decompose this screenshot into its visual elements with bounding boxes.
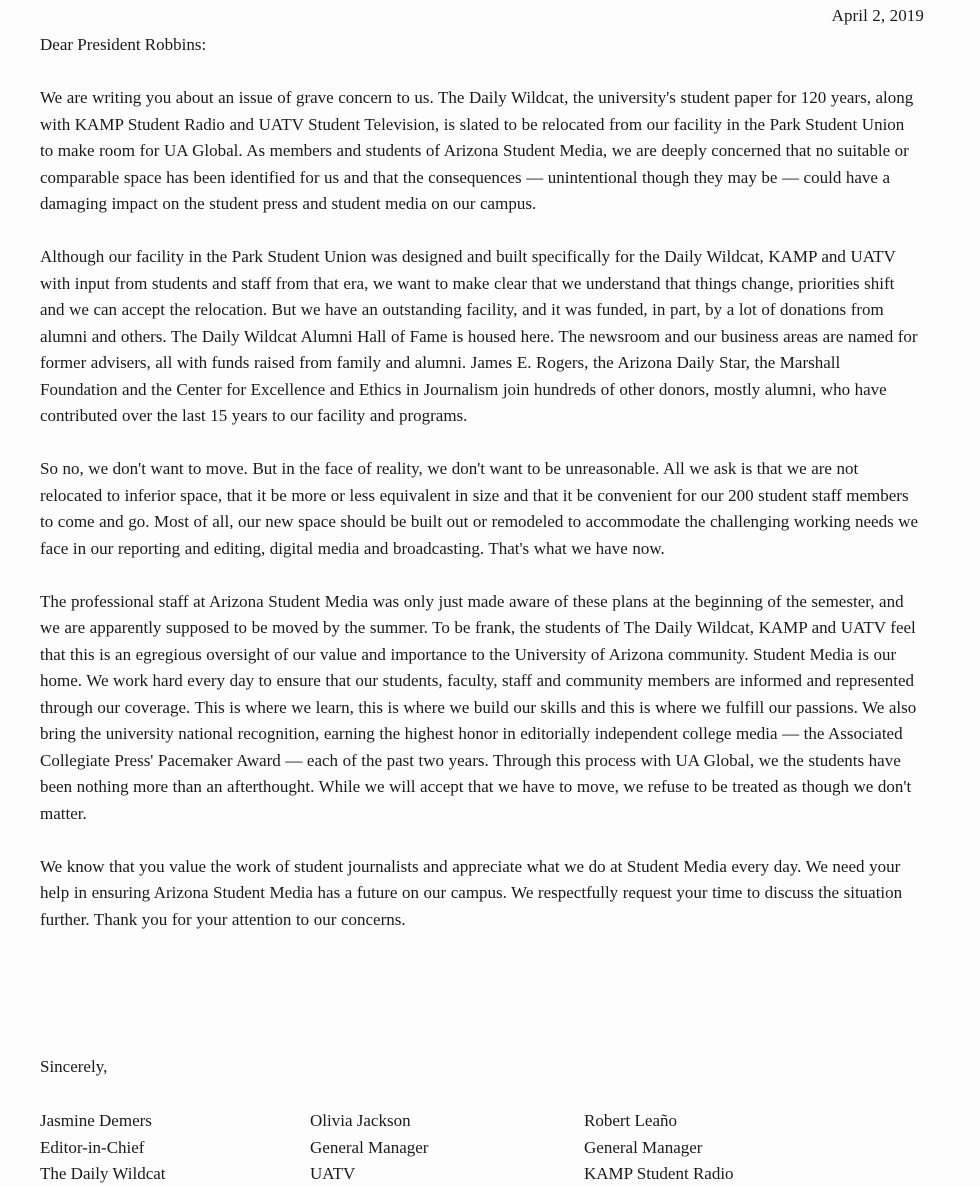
signatory-title: General Manager [584,1137,703,1157]
letter-body [40,85,920,960]
signature-block [40,1108,940,1188]
signatory [310,1108,428,1188]
signatory-name: Jasmine Demers [40,1111,152,1130]
signatory-organization: KAMP Student Radio [584,1164,734,1183]
signatory-name: Robert Leaño [584,1111,677,1130]
signatory-title: Editor-in-Chief [40,1137,145,1157]
paragraph-student-perspective: The professional staff at Arizona Student Media was only just made aware of these plans at the beginning of the semester, and we are apparently supposed to be moved by the summer. To be frank, the students of The Daily Wildcat, KAMP and UATV feel that this is an egregious oversight of our value and importance to the University of Arizona community. Student Media is our home. We work hard every day to ensure that our students, faculty, staff and community members are informed and represented through our coverage. This is where we learn, this is where we build our skills and this is where we fulfill our passions. We also bring the university national recognition, earning the highest honor in editorially independent college media — the Associated Collegiate Press' Pacemaker Award — each of the past two years. Through this process with UA Global, we the students have been nothing more than an afterthought. While we will accept that we have to move, we refuse to be treated as though we don't matter. [40,591,917,823]
signatory-name: Olivia Jackson [310,1111,411,1130]
signatory [40,1108,166,1188]
signatory-organization: UATV [310,1164,356,1183]
signatory-title: General Manager [310,1137,429,1157]
paragraph-facility-history: Although our facility in the Park Student Union was designed and built specifically for the Daily Wildcat, KAMP and UATV with input from students and staff from that era, we want to make clear that we understand that things change, priorities shift and we can accept the relocation. But we have an outstanding facility, and it was funded, in part, by a lot of donations from alumni and others. The Daily Wildcat Alumni Hall of Fame is housed here. The newsroom and our business areas are named for former advisers, all with funds raised from family and alumni. James E. Rogers, the Arizona Daily Star, the Marshall Foundation and the Center for Excellence and Ethics in Journalism join hundreds of other donors, mostly alumni, who have contributed over the last 15 years to our facility and programs. [40,247,918,425]
closing: Sincerely, [40,1057,108,1076]
letter-date: April 2, 2019 [831,6,924,25]
paragraph-relocation-concern: We are writing you about an issue of grave concern to us. The Daily Wildcat, the university's student paper for 120 years, along with KAMP Student Radio and UATV Student Television, is slated to be relocated from our facility in the Park Student Union to make room for UA Global. As members and students of Arizona Student Media, we are deeply concerned that no suitable or comparable space has been identified for us and that the consequences — unintentional though they may be — could have a damaging impact on the student press and student media on our campus. [40,88,914,213]
salutation: Dear President Robbins: [40,35,207,54]
signatory-organization: The Daily Wildcat [40,1164,166,1183]
paragraph-requests: So no, we don't want to move. But in the face of reality, we don't want to be unreasonable. All we ask is that we are not relocated to inferior space, that it be more or less equivalent in size and that it be convenient for our 200 student staff members to come and go. Most of all, our new space should be built out or remodeled to accommodate the challenging working needs we face in our reporting and editing, digital media and broadcasting. That's what we have now. [40,459,919,558]
paragraph-appeal: We know that you value the work of student journalists and appreciate what we do at Student Media every day. We need your help in ensuring Arizona Student Media has a future on our campus. We respectfully request your time to discuss the situation further. Thank you for your attention to our concerns. [40,856,903,929]
signatory [584,1108,734,1188]
